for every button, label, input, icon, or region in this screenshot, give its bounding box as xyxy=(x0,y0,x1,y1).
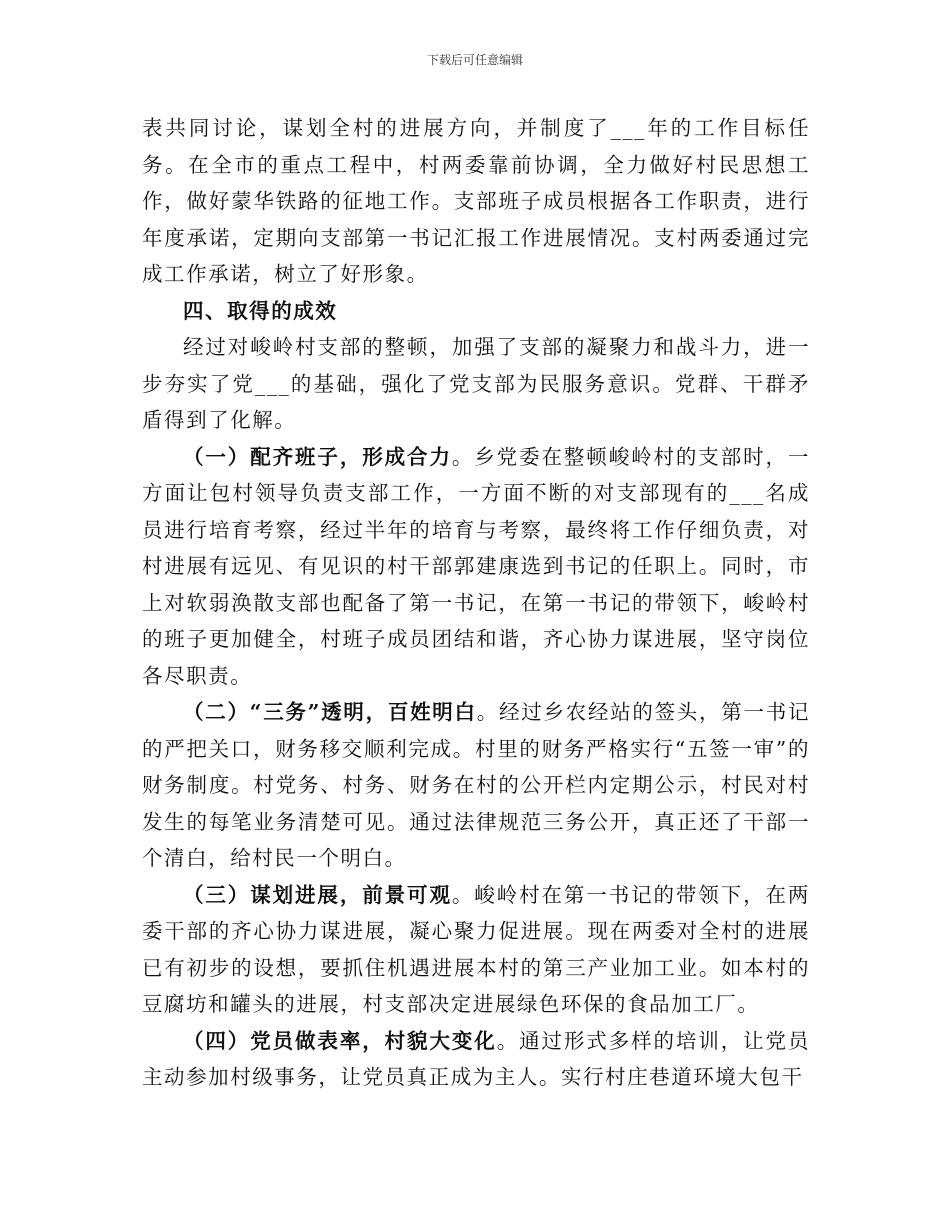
page-header: 下载后可任意编辑 xyxy=(426,53,523,67)
item-4-heading: （四）党员做表率，村貌大变化 xyxy=(183,1028,497,1053)
paragraph-item-3 xyxy=(142,877,810,1023)
document-body xyxy=(142,110,810,1096)
item-1-text: 。乡党委在整顿峻岭村的支部时，一方面让包村领导负责支部工作，一方面不断的对支部现有的___名成员进行培育考察，经过半年的培育与考察，最终将工作仔细负责，对村进展有远见、有见识的村干部郭建康选到书记的任职上。同时，市上对软弱涣散支部也配备了第一书记，在第一书记的带领下，峻岭村的班子更加健全，村班子成员团结和谐，齐心协力谋进展，坚守岗位各尽职责。 xyxy=(142,444,810,688)
item-3-text: 。峻岭村在第一书记的带领下，在两委干部的齐心协力谋进展，凝心聚力促进展。现在两委对全村的进展已有初步的设想，要抓住机遇进展本村的第三产业加工业。如本村的豆腐坊和罐头的进展，村支部决定进展绿色环保的食品加工厂。 xyxy=(142,882,810,1016)
paragraph-continuation: 表共同讨论，谋划全村的进展方向，并制度了___年的工作目标任务。在全市的重点工程中，村两委靠前协调，全力做好村民思想工作，做好蒙华铁路的征地工作。支部班子成员根据各工作职责，进行年度承诺，定期向支部第一书记汇报工作进展情况。支村两委通过完成工作承诺，树立了好形象。 xyxy=(142,116,810,286)
item-4-text: 。通过形式多样的培训，让党员主动参加村级事务，让党员真正成为主人。实行村庄巷道环境大包干 xyxy=(142,1028,811,1089)
item-2-heading: （二）“三务”透明，百姓明白 xyxy=(183,700,477,724)
paragraph-item-2 xyxy=(142,694,810,877)
paragraph-item-4 xyxy=(142,1023,810,1096)
paragraph-intro: 经过对峻岭村支部的整顿，加强了支部的凝聚力和战斗力，进一步夯实了党___的基础，强化了党支部为民服务意识。党群、干群矛盾得到了化解。 xyxy=(142,335,810,432)
paragraph-item-1 xyxy=(142,439,810,695)
item-1-heading: （一）配齐班子，形成合力 xyxy=(183,444,452,469)
section-heading-achievements: 四、取得的成效 xyxy=(183,298,338,323)
item-3-heading: （三）谋划进展，前景可观 xyxy=(183,882,452,907)
item-2-text: 。经过乡农经站的签头，第一书记的严把关口，财务移交顺利完成。村里的财务严格实行“五签一审”的财务制度。村党务、村务、财务在村的公开栏内定期公示，村民对村发生的每笔业务清楚可见。通过法律规范三务公开，真正还了干部一个清白，给村民一个明白。 xyxy=(142,700,810,870)
